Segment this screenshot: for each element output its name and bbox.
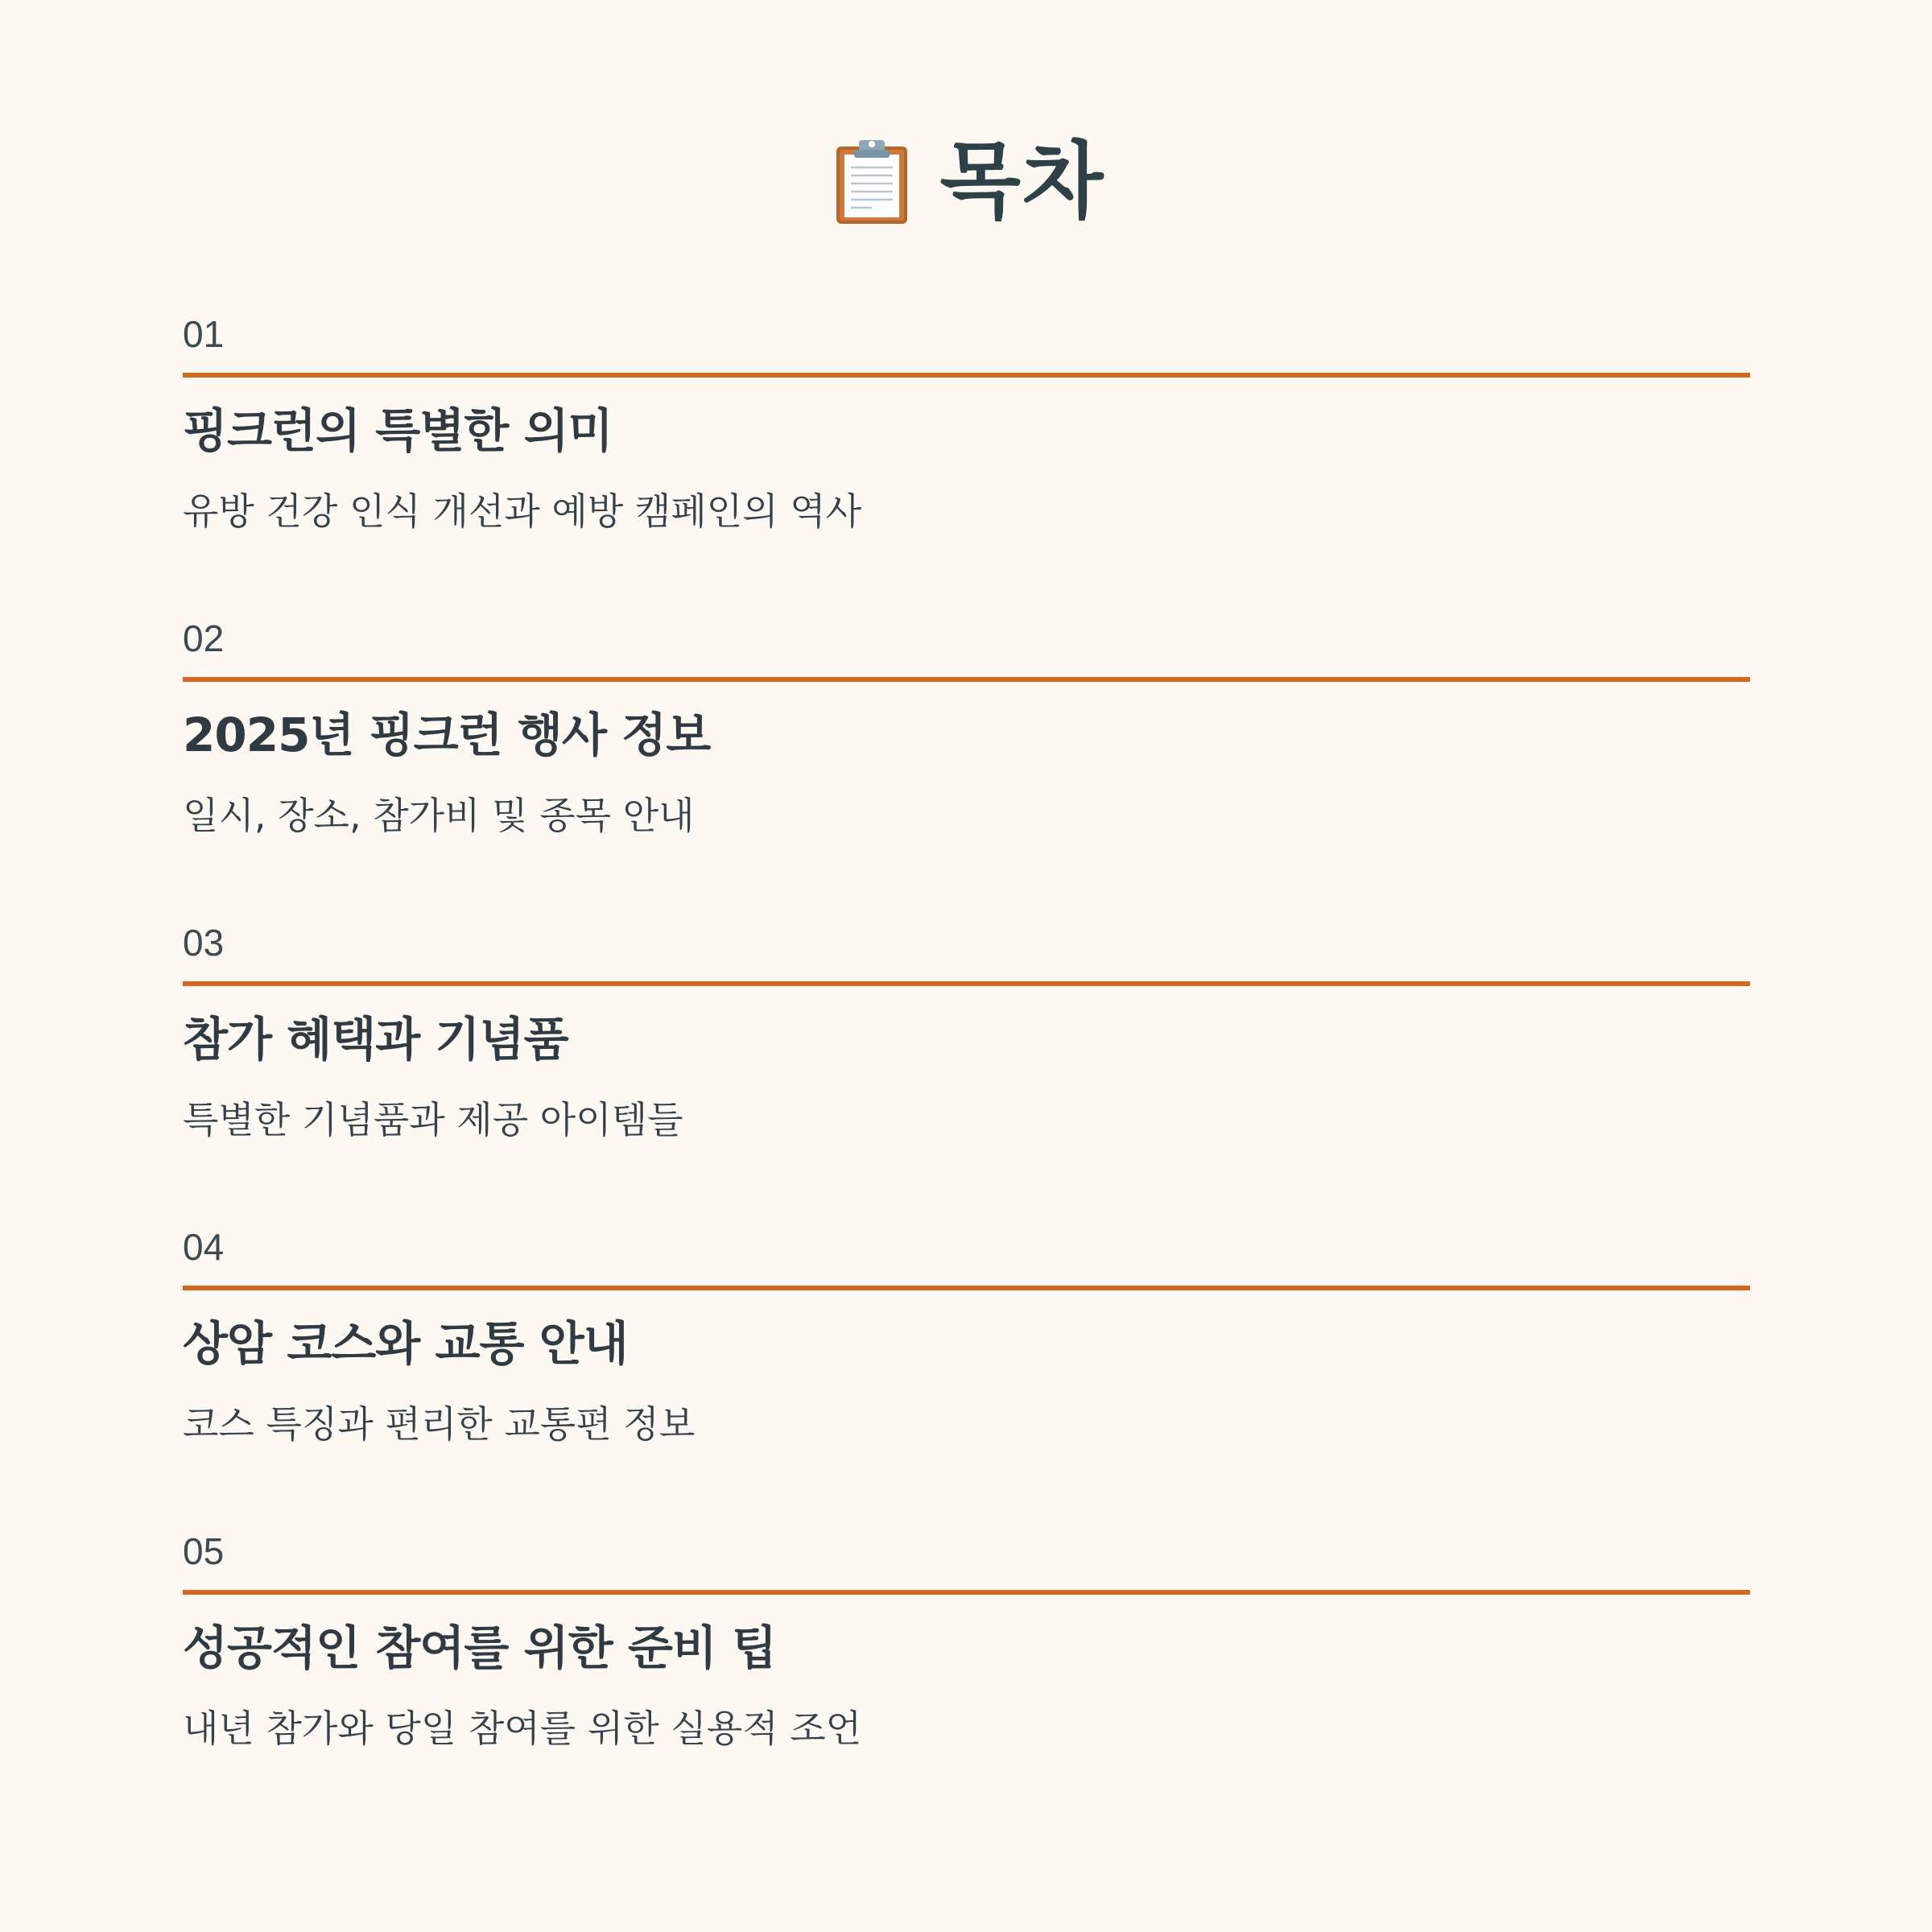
toc-divider — [183, 1286, 1750, 1290]
toc-item-number: 03 — [183, 922, 225, 964]
toc-item-title: 2025년 핑크런 행사 정보 — [183, 708, 711, 762]
toc-item-number: 02 — [183, 617, 225, 659]
toc-item-title: 상암 코스와 교통 안내 — [183, 1316, 628, 1371]
toc-item — [183, 310, 1750, 614]
toc-item-number: 04 — [183, 1226, 225, 1268]
toc-divider — [183, 1590, 1750, 1595]
page-title: 목차 — [939, 132, 1105, 230]
toc-item-number: 05 — [183, 1530, 225, 1572]
toc-item-description: 특별한 기념품과 제공 아이템들 — [183, 1098, 683, 1141]
toc-divider — [183, 677, 1750, 682]
toc-item — [183, 919, 1750, 1223]
toc-item-title: 성공적인 참여를 위한 준비 팁 — [183, 1620, 777, 1675]
toc-divider — [183, 373, 1750, 378]
toc-item-title: 핑크런의 특별한 의미 — [183, 403, 613, 458]
toc-divider — [183, 981, 1750, 986]
toc-item — [183, 1223, 1750, 1527]
page-header — [0, 129, 1932, 233]
toc-item-number: 01 — [183, 313, 225, 355]
toc-item-description: 일시, 장소, 참가비 및 종목 안내 — [183, 794, 695, 837]
toc-item-description: 내년 참가와 당일 참여를 위한 실용적 조언 — [183, 1707, 862, 1750]
toc-item-description: 유방 건강 인식 개선과 예방 캠페인의 역사 — [183, 489, 862, 533]
clipboard-icon — [828, 137, 916, 225]
toc-item — [183, 1527, 1750, 1831]
toc-item — [183, 614, 1750, 919]
toc-item-title: 참가 혜택과 기념품 — [183, 1012, 568, 1067]
toc-item-description: 코스 특징과 편리한 교통편 정보 — [183, 1402, 696, 1446]
table-of-contents — [183, 310, 1750, 1831]
